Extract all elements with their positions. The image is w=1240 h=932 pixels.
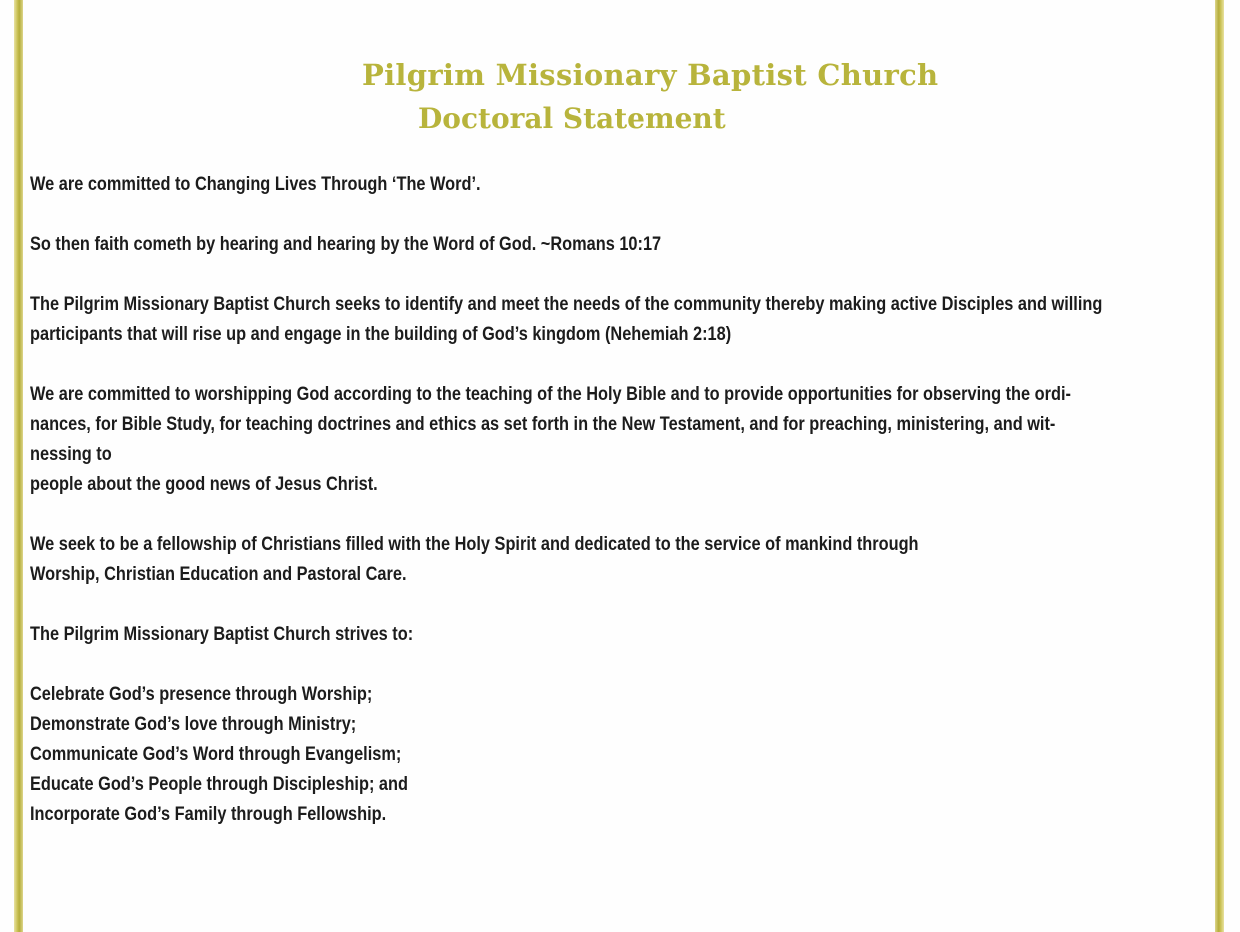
list-item: Incorporate God’s Family through Fellowship. — [30, 804, 387, 825]
list-item: Demonstrate God’s love through Ministry; — [30, 714, 357, 735]
list-item: Communicate God’s Word through Evangelism; — [30, 744, 402, 765]
paragraph-line: Worship, Christian Education and Pastoral Care. — [30, 564, 407, 585]
paragraph-line: We seek to be a fellowship of Christians filled with the Holy Spirit and dedicated to the service of mankind through — [30, 534, 919, 555]
paragraph-strives — [30, 620, 1210, 650]
paragraph-worship — [30, 380, 1210, 500]
paragraph-mission — [30, 290, 1210, 350]
paragraph-scripture — [30, 230, 1210, 260]
church-title: Pilgrim Missionary Baptist Church — [362, 58, 939, 92]
list-item: Educate God’s People through Discipleship; and — [30, 774, 408, 795]
paragraph-line: We are committed to worshipping God according to the teaching of the Holy Bible and to provide opportunities for observing the ordi- — [30, 384, 1071, 405]
paragraph-line: We are committed to Changing Lives Through ‘The Word’. — [30, 174, 481, 195]
strives-list — [30, 680, 1210, 830]
list-item: Celebrate God’s presence through Worship; — [30, 684, 373, 705]
paragraph-line: nances, for Bible Study, for teaching doctrines and ethics as set forth in the New Testament, and for preaching, ministering, and wit- — [30, 414, 1056, 435]
paragraph-commitment — [30, 170, 1210, 200]
paragraph-line: nessing to — [30, 444, 112, 465]
paragraph-line: participants that will rise up and engage in the building of God’s kingdom (Nehemiah 2:18) — [30, 324, 732, 345]
paragraph-line: The Pilgrim Missionary Baptist Church seeks to identify and meet the needs of the community thereby making active Disciples and willing — [30, 294, 1103, 315]
left-border — [14, 0, 23, 932]
paragraph-fellowship — [30, 530, 1210, 590]
right-border — [1215, 0, 1224, 932]
statement-title: Doctoral Statement — [418, 102, 726, 135]
paragraph-line: people about the good news of Jesus Christ. — [30, 474, 378, 495]
paragraph-line: The Pilgrim Missionary Baptist Church strives to: — [30, 624, 414, 645]
paragraph-line: So then faith cometh by hearing and hearing by the Word of God. ~Romans 10:17 — [30, 234, 662, 255]
